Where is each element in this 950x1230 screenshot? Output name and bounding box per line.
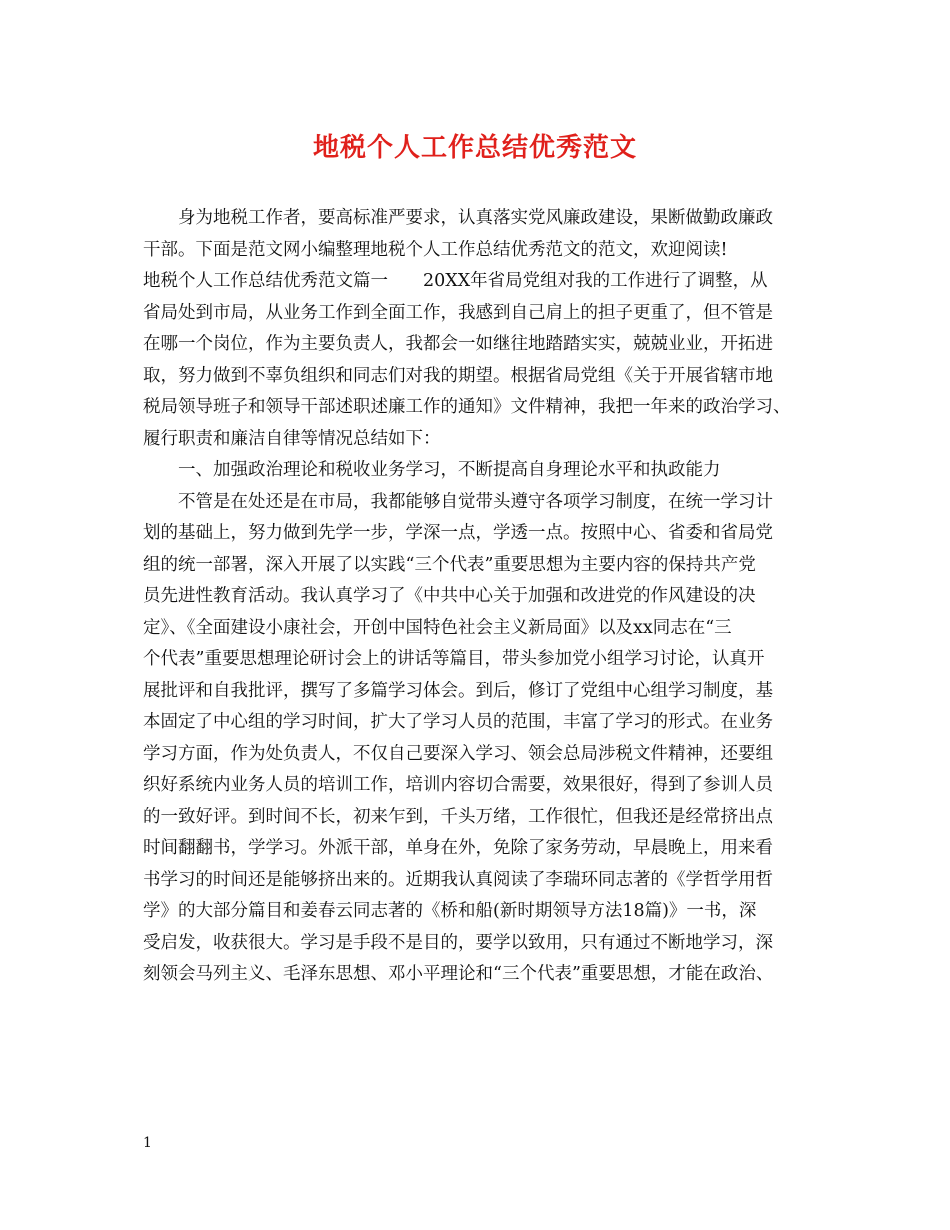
text-line: 时间翻翻书，学学习。外派干部，单身在外，免除了家务劳动，早晨晚上，用来看 bbox=[143, 838, 773, 858]
document-title: 地税个人工作总结优秀范文 bbox=[312, 133, 637, 163]
document-body bbox=[143, 203, 815, 991]
text-line: 织好系统内业务人员的培训工作，培训内容切合需要，效果很好，得到了参训人员 bbox=[143, 775, 773, 795]
text-line: 受启发，收获很大。学习是手段不是目的，要学以致用，只有通过不断地学习，深 bbox=[143, 932, 773, 953]
text-line: 个代表”重要思想理论研讨会上的讲话等篇目，带头参加党小组学习讨论，认真开 bbox=[143, 649, 765, 669]
page-number: 1 bbox=[143, 1135, 152, 1151]
text-line: 地税个人工作总结优秀范文篇一 20XX年省局党组对我的工作进行了调整，从 bbox=[143, 271, 768, 291]
text-line: 书学习的时间还是能够挤出来的。近期我认真阅读了李瑞环同志著的《学哲学用哲 bbox=[143, 869, 773, 890]
text-line: 员先进性教育活动。我认真学习了《中共中心关于加强和改进党的作风建设的决 bbox=[143, 586, 756, 606]
text-line: 本固定了中心组的学习时间，扩大了学习人员的范围，丰富了学习的形式。在业务 bbox=[143, 712, 773, 732]
text-line: 的一致好评。到时间不长，初来乍到，千头万绪，工作很忙，但我还是经常挤出点 bbox=[143, 806, 773, 827]
text-line: 学习方面，作为处负责人，不仅自己要深入学习、领会总局涉税文件精神，还要组 bbox=[143, 743, 773, 764]
text-line: 划的基础上，努力做到先学一步，学深一点，学透一点。按照中心、省委和省局党 bbox=[143, 523, 773, 543]
text-line: 取，努力做到不辜负组织和同志们对我的期望。根据省局党组《关于开展省辖市地 bbox=[143, 365, 773, 386]
text-line: 不管是在处还是在市局，我都能够自觉带头遵守各项学习制度，在统一学习计 bbox=[178, 491, 773, 512]
text-line: 刻领会马列主义、毛泽东思想、邓小平理论和“三个代表”重要思想，才能在政治、 bbox=[143, 964, 774, 984]
text-line: 定》、《全面建设小康社会，开创中国特色社会主义新局面》以及xx同志在“三 bbox=[143, 617, 732, 638]
text-line: 干部。下面是范文网小编整理地税个人工作总结优秀范文的范文，欢迎阅读! bbox=[143, 239, 728, 260]
text-line: 展批评和自我批评，撰写了多篇学习体会。到后，修订了党组中心组学习制度，基 bbox=[143, 680, 773, 701]
text-line: 组的统一部署，深入开展了以实践“三个代表”重要思想为主要内容的保持共产党 bbox=[143, 554, 756, 575]
text-line: 税局领导班子和领导干部述职述廉工作的通知》文件精神，我把一年来的政治学习、 bbox=[143, 397, 791, 417]
text-line: 学》的大部分篇目和姜春云同志著的《桥和船(新时期领导方法18篇)》一书，深 bbox=[143, 901, 757, 921]
text-line: 在哪一个岗位，作为主要负责人，我都会一如继往地踏踏实实，兢兢业业，开拓进 bbox=[143, 334, 773, 354]
text-line: 身为地税工作者，要高标准严要求，认真落实党风廉政建设，果断做勤政廉政 bbox=[178, 208, 773, 228]
text-line: 省局处到市局，从业务工作到全面工作，我感到自己肩上的担子更重了，但不管是 bbox=[143, 302, 773, 323]
text-line: 一、加强政治理论和税收业务学习，不断提高自身理论水平和执政能力 bbox=[178, 460, 721, 480]
text-line: 履行职责和廉洁自律等情况总结如下： bbox=[143, 428, 441, 449]
